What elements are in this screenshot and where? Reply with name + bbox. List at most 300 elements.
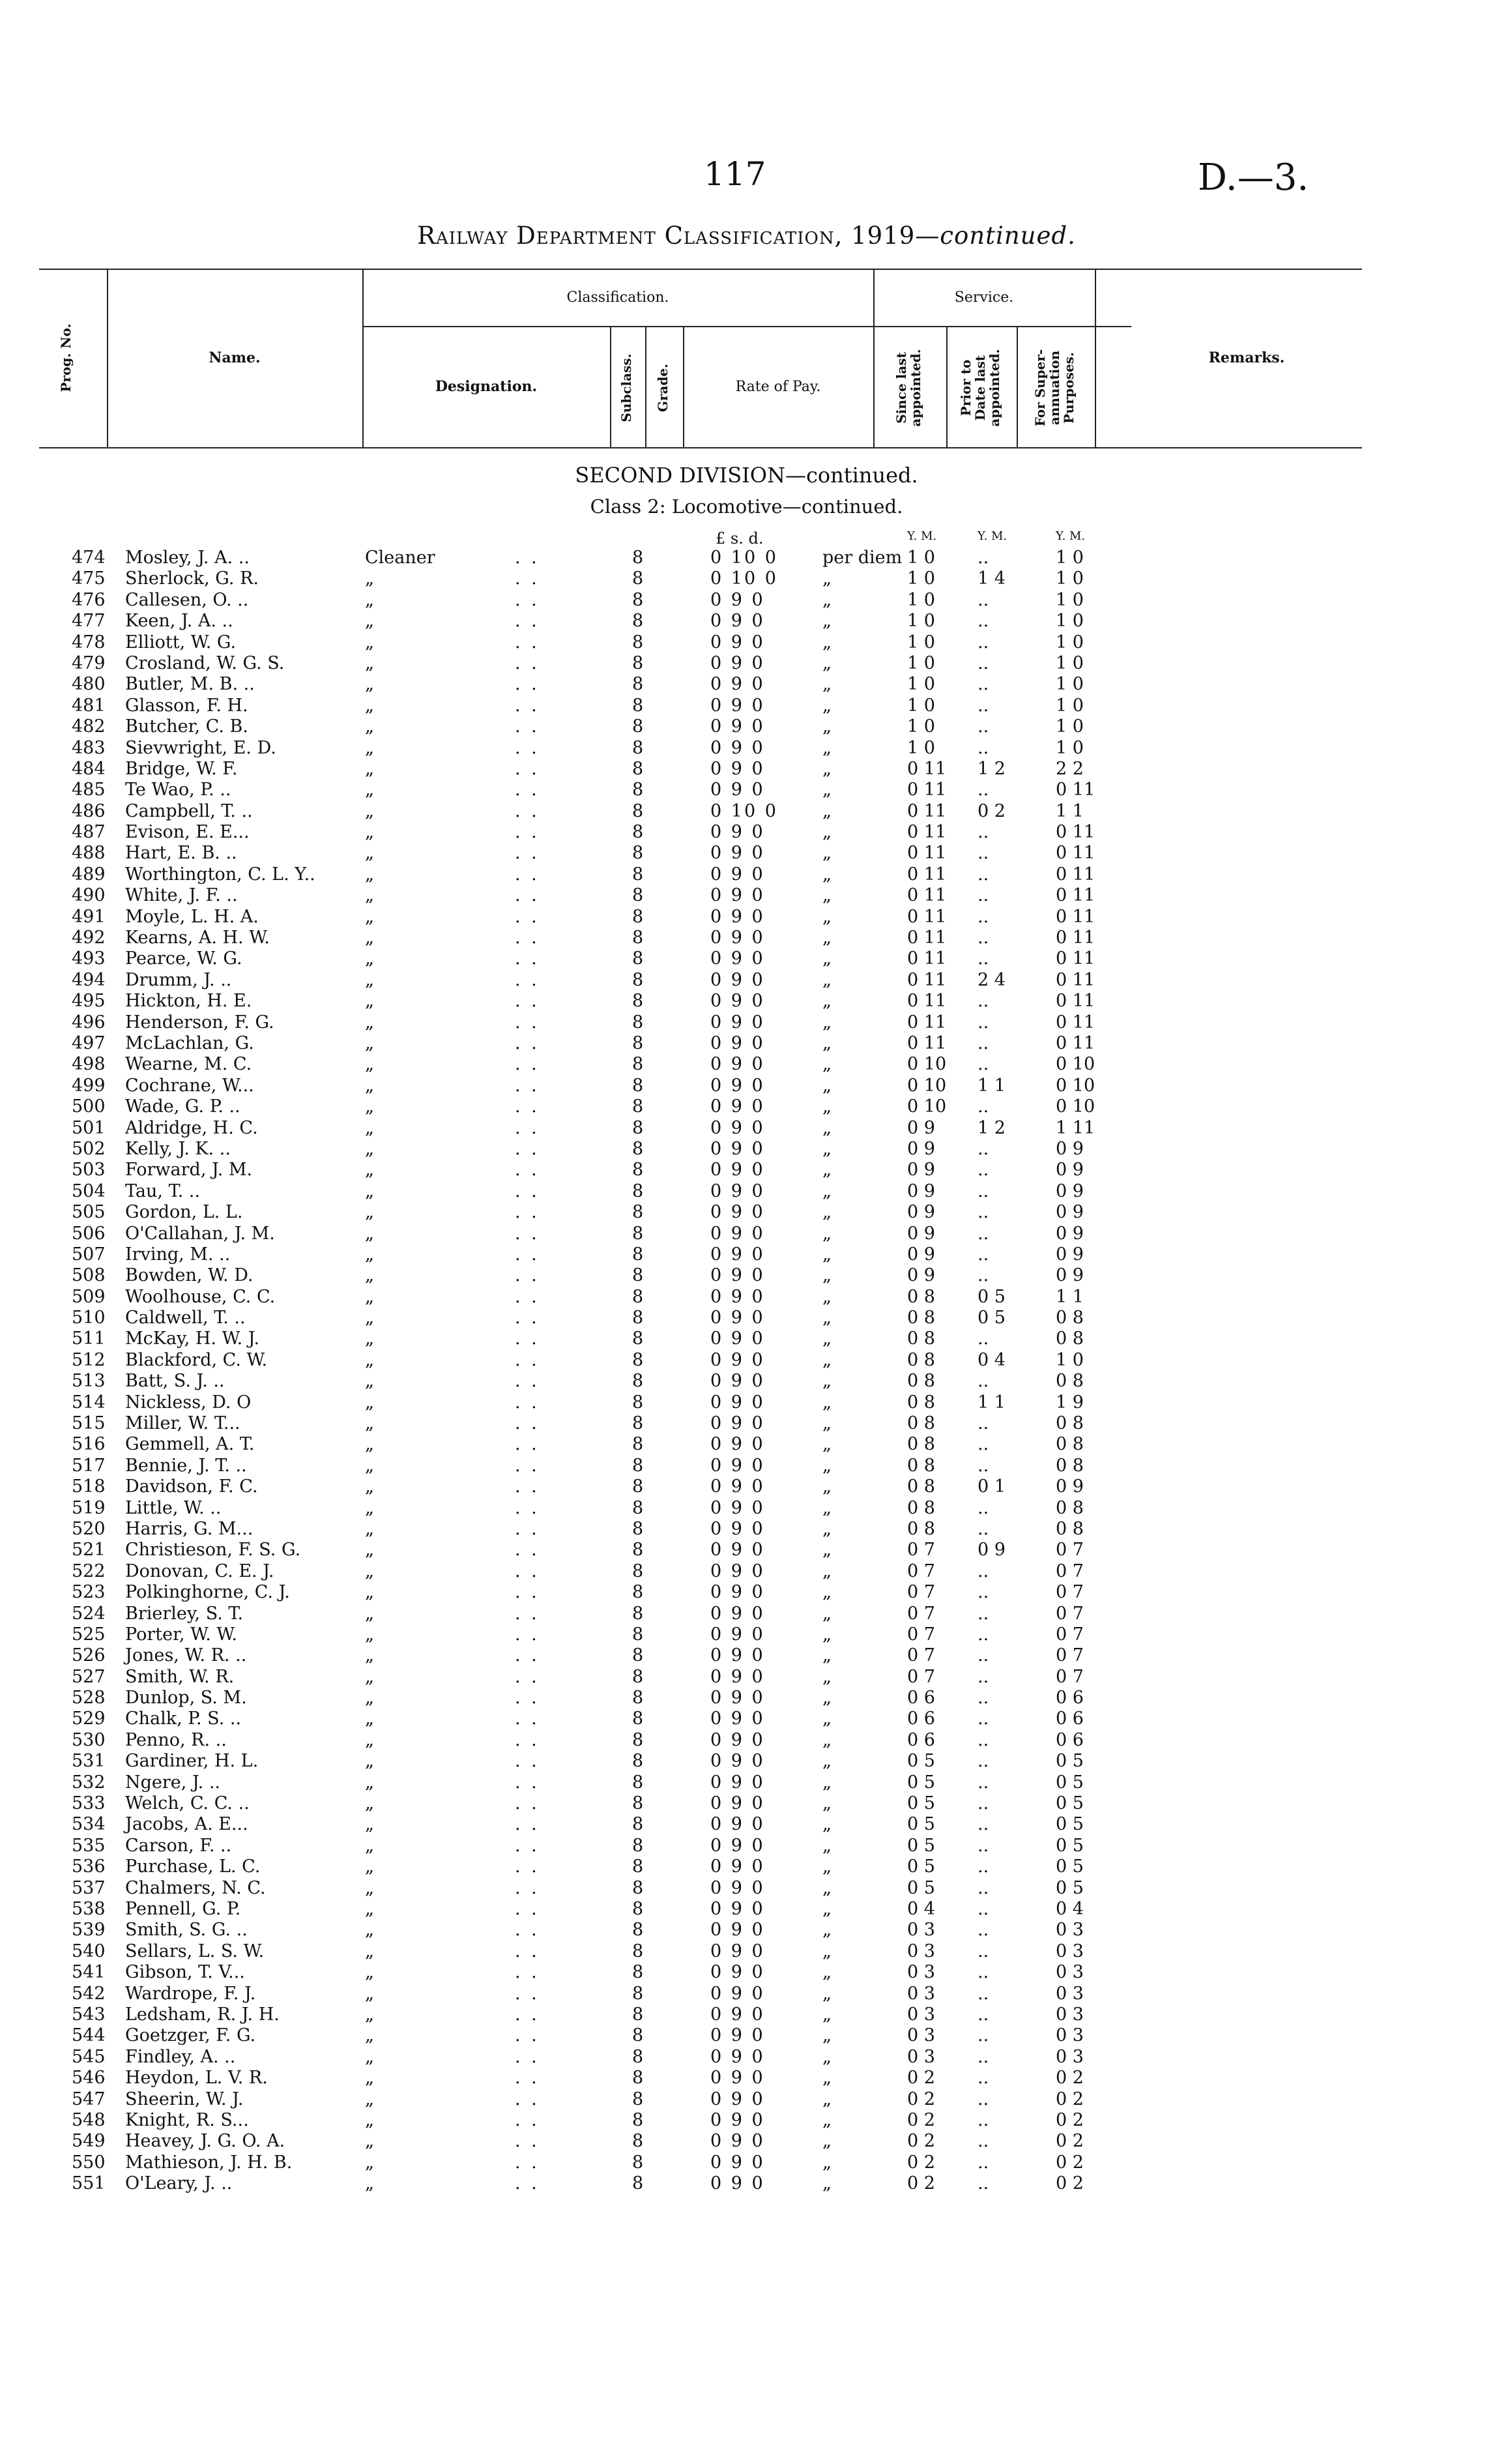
rate-cell: 0 9 0 <box>710 1920 765 1941</box>
prior-to-cell: 0 1 <box>978 1476 1006 1497</box>
rate-unit-cell: per diem <box>822 548 903 568</box>
leader-dots: . . <box>515 864 540 885</box>
header-prior-to: Prior to Date last appointed. <box>958 349 1002 427</box>
leader-dots: . . <box>515 969 540 990</box>
prior-to-cell: .. <box>978 2025 989 2046</box>
prior-to-cell: .. <box>978 1413 989 1434</box>
since-last-cell: 0 9 <box>907 1160 935 1181</box>
header-for-superannuation: For Super- annuation Purposes. <box>1032 349 1077 427</box>
subclass-cell: 8 <box>632 1265 644 1286</box>
prog-no-cell: 542 <box>72 1983 106 2004</box>
prog-no-cell: 549 <box>72 2131 106 2152</box>
leader-dots: . . <box>515 1962 540 1983</box>
rate-unit-cell: „ <box>822 1666 832 1687</box>
subclass-cell: 8 <box>632 1941 644 1961</box>
header-bottom-rule <box>39 447 1362 448</box>
designation-cell: „ <box>365 1223 374 1244</box>
rate-cell: 0 9 0 <box>710 1962 765 1983</box>
since-last-cell: 0 8 <box>907 1497 935 1518</box>
table-row <box>0 1012 1493 1033</box>
prog-no-cell: 490 <box>72 885 106 906</box>
since-last-cell: 0 9 <box>907 1138 935 1159</box>
superannuation-cell: 0 11 <box>1056 864 1095 885</box>
superannuation-cell: 0 9 <box>1056 1181 1084 1201</box>
superannuation-cell: 1 0 <box>1056 589 1084 610</box>
designation-cell: „ <box>365 1941 374 1961</box>
subclass-cell: 8 <box>632 2109 644 2130</box>
name-cell: Sherlock, G. R. <box>125 568 259 589</box>
rate-cell: 0 9 0 <box>710 695 765 716</box>
since-last-cell: 1 0 <box>907 716 935 737</box>
prog-no-cell: 534 <box>72 1814 106 1835</box>
rate-unit-cell: „ <box>822 1075 832 1096</box>
leader-dots: . . <box>515 1096 540 1117</box>
designation-cell: „ <box>365 589 374 610</box>
name-cell: O'Leary, J. .. <box>125 2173 233 2194</box>
rate-cell: 0 9 0 <box>710 2089 765 2109</box>
designation-cell: „ <box>365 1265 374 1286</box>
rate-unit-cell: „ <box>822 1096 832 1117</box>
prior-to-cell: .. <box>978 1160 989 1181</box>
prog-no-cell: 517 <box>72 1455 106 1476</box>
leader-dots: . . <box>515 1160 540 1181</box>
name-cell: Moyle, L. H. A. <box>125 906 259 927</box>
prog-no-cell: 494 <box>72 969 106 990</box>
rate-unit-cell: „ <box>822 800 832 821</box>
name-cell: Worthington, C. L. Y.. <box>125 864 315 885</box>
prog-no-cell: 495 <box>72 991 106 1012</box>
superannuation-cell: 0 3 <box>1056 2046 1084 2067</box>
superannuation-cell: 0 11 <box>1056 969 1095 990</box>
rate-cell: 0 9 0 <box>710 1096 765 1117</box>
name-cell: Wearne, M. C. <box>125 1054 252 1075</box>
prog-no-cell: 514 <box>72 1392 106 1413</box>
leader-dots: . . <box>515 906 540 927</box>
name-cell: Brierley, S. T. <box>125 1603 244 1624</box>
table-row <box>0 2004 1493 2025</box>
rate-cell: 0 9 0 <box>710 1709 765 1729</box>
prog-no-cell: 496 <box>72 1012 106 1033</box>
rate-unit-cell: „ <box>822 1117 832 1138</box>
table-row <box>0 1688 1493 1709</box>
designation-cell: „ <box>365 948 374 969</box>
prog-no-cell: 480 <box>72 674 106 695</box>
superannuation-cell: 0 8 <box>1056 1455 1084 1476</box>
superannuation-cell: 0 11 <box>1056 822 1095 843</box>
prog-no-cell: 479 <box>72 653 106 673</box>
table-row <box>0 1941 1493 1962</box>
prior-to-cell: .. <box>978 1709 989 1729</box>
name-cell: Smith, S. G. .. <box>125 1920 248 1941</box>
prog-no-cell: 529 <box>72 1709 106 1729</box>
document-reference: D.—3. <box>1198 156 1309 199</box>
prog-no-cell: 492 <box>72 928 106 948</box>
rate-unit-cell: „ <box>822 632 832 653</box>
prog-no-cell: 487 <box>72 822 106 843</box>
subclass-cell: 8 <box>632 1920 644 1941</box>
since-last-cell: 0 10 <box>907 1075 947 1096</box>
superannuation-cell: 1 0 <box>1056 611 1084 632</box>
since-last-cell: 0 2 <box>907 2173 935 2194</box>
subclass-cell: 8 <box>632 653 644 673</box>
title-year: 1919— <box>843 222 940 250</box>
rate-cell: 0 9 0 <box>710 1413 765 1434</box>
table-row <box>0 1645 1493 1666</box>
prior-to-cell: .. <box>978 1751 989 1772</box>
superannuation-cell: 0 5 <box>1056 1835 1084 1856</box>
rate-unit-cell: „ <box>822 1349 832 1370</box>
prior-to-cell: .. <box>978 1265 989 1286</box>
designation-cell: „ <box>365 758 374 779</box>
rate-unit-cell: „ <box>822 1772 832 1793</box>
leader-dots: . . <box>515 1877 540 1898</box>
subclass-cell: 8 <box>632 1645 644 1666</box>
rate-unit-cell: „ <box>822 1624 832 1645</box>
since-last-cell: 0 7 <box>907 1603 935 1624</box>
header-service: Service. <box>954 289 1014 306</box>
document-title <box>0 222 1493 250</box>
name-cell: Gemmell, A. T. <box>125 1434 255 1455</box>
superannuation-cell: 0 11 <box>1056 1033 1095 1053</box>
designation-cell: „ <box>365 2025 374 2046</box>
since-last-cell: 0 5 <box>907 1835 935 1856</box>
prior-to-cell: .. <box>978 948 989 969</box>
since-last-cell: 0 11 <box>907 822 947 843</box>
leader-dots: . . <box>515 758 540 779</box>
rate-unit-cell: „ <box>822 2131 832 2152</box>
rate-cell: 0 9 0 <box>710 1455 765 1476</box>
superannuation-cell: 0 8 <box>1056 1497 1084 1518</box>
prior-to-cell: .. <box>978 1793 989 1814</box>
prog-no-cell: 539 <box>72 1920 106 1941</box>
since-units: Y. M. <box>907 529 937 543</box>
name-cell: Jones, W. R. .. <box>125 1645 247 1666</box>
name-cell: Irving, M. .. <box>125 1244 231 1265</box>
rate-unit-cell: „ <box>822 2004 832 2025</box>
rate-cell: 0 9 0 <box>710 1117 765 1138</box>
designation-cell: „ <box>365 1371 374 1392</box>
prior-to-cell: .. <box>978 737 989 758</box>
designation-cell: „ <box>365 780 374 800</box>
name-cell: Goetzger, F. G. <box>125 2025 256 2046</box>
divider <box>1017 326 1018 447</box>
prior-to-cell: .. <box>978 2109 989 2130</box>
rate-cell: 0 9 0 <box>710 1202 765 1223</box>
prior-to-cell: .. <box>978 1561 989 1581</box>
superannuation-cell: 1 0 <box>1056 695 1084 716</box>
subclass-cell: 8 <box>632 1138 644 1159</box>
rate-cell: 0 9 0 <box>710 1729 765 1750</box>
superannuation-cell: 0 7 <box>1056 1561 1084 1581</box>
table-row <box>0 1498 1493 1519</box>
leader-dots: . . <box>515 1286 540 1307</box>
name-cell: Hickton, H. E. <box>125 991 252 1012</box>
rate-cell: 0 9 0 <box>710 737 765 758</box>
rate-unit-cell: „ <box>822 1392 832 1413</box>
prior-to-cell: .. <box>978 1202 989 1223</box>
rate-cell: 0 9 0 <box>710 2109 765 2130</box>
prior-to-cell: .. <box>978 716 989 737</box>
table-row <box>0 1751 1493 1772</box>
rate-unit-cell: „ <box>822 1434 832 1455</box>
rate-unit-cell: „ <box>822 589 832 610</box>
superannuation-cell: 0 6 <box>1056 1709 1084 1729</box>
rate-unit-cell: „ <box>822 1645 832 1666</box>
rate-unit-cell: „ <box>822 843 832 864</box>
name-cell: Jacobs, A. E... <box>125 1814 248 1835</box>
leader-dots: . . <box>515 2109 540 2130</box>
superannuation-cell: 0 7 <box>1056 1666 1084 1687</box>
designation-cell: „ <box>365 632 374 653</box>
designation-cell: „ <box>365 843 374 864</box>
since-last-cell: 0 8 <box>907 1328 935 1349</box>
name-cell: Porter, W. W. <box>125 1624 237 1645</box>
name-cell: Heavey, J. G. O. A. <box>125 2131 285 2152</box>
rate-cell: 0 9 0 <box>710 2004 765 2025</box>
prog-no-cell: 520 <box>72 1518 106 1539</box>
since-last-cell: 0 7 <box>907 1561 935 1581</box>
rate-cell: 0 9 0 <box>710 1434 765 1455</box>
prior-to-cell: .. <box>978 1941 989 1961</box>
subclass-cell: 8 <box>632 843 644 864</box>
rate-cell: 0 9 0 <box>710 1814 765 1835</box>
prior-to-cell: .. <box>978 1033 989 1053</box>
prior-to-cell: .. <box>978 1729 989 1750</box>
designation-cell: „ <box>365 737 374 758</box>
rate-cell: 0 9 0 <box>710 716 765 737</box>
subclass-cell: 8 <box>632 822 644 843</box>
superannuation-cell: 0 10 <box>1056 1054 1095 1075</box>
table-row <box>0 2131 1493 2152</box>
superannuation-cell: 0 11 <box>1056 906 1095 927</box>
name-cell: Wade, G. P. .. <box>125 1096 240 1117</box>
designation-cell: „ <box>365 611 374 632</box>
subclass-cell: 8 <box>632 1561 644 1581</box>
prior-to-cell: .. <box>978 1899 989 1919</box>
prior-to-cell: .. <box>978 1666 989 1687</box>
name-cell: Purchase, L. C. <box>125 1856 261 1877</box>
name-cell: Bennie, J. T. .. <box>125 1455 247 1476</box>
prog-no-cell: 507 <box>72 1244 106 1265</box>
super-units: Y. M. <box>1056 529 1086 543</box>
leader-dots: . . <box>515 1244 540 1265</box>
designation-cell: „ <box>365 1729 374 1750</box>
superannuation-cell: 1 1 <box>1056 1286 1084 1307</box>
leader-dots: . . <box>515 1941 540 1961</box>
subclass-cell: 8 <box>632 1709 644 1729</box>
since-last-cell: 1 0 <box>907 568 935 589</box>
table-row <box>0 568 1493 589</box>
since-last-cell: 0 5 <box>907 1751 935 1772</box>
name-cell: Gordon, L. L. <box>125 1202 243 1223</box>
superannuation-cell: 0 9 <box>1056 1202 1084 1223</box>
rate-cell: 0 9 0 <box>710 611 765 632</box>
leader-dots: . . <box>515 1645 540 1666</box>
prog-no-cell: 548 <box>72 2109 106 2130</box>
subclass-cell: 8 <box>632 1899 644 1919</box>
prior-to-cell: 0 2 <box>978 800 1006 821</box>
rate-cell: 0 9 0 <box>710 1540 765 1561</box>
prog-no-cell: 519 <box>72 1497 106 1518</box>
designation-cell: „ <box>365 1455 374 1476</box>
prog-no-cell: 500 <box>72 1096 106 1117</box>
subclass-cell: 8 <box>632 1434 644 1455</box>
designation-cell: „ <box>365 2046 374 2067</box>
subclass-cell: 8 <box>632 948 644 969</box>
leader-dots: . . <box>515 1793 540 1814</box>
subclass-cell: 8 <box>632 1518 644 1539</box>
name-cell: Caldwell, T. .. <box>125 1308 246 1328</box>
superannuation-cell: 1 9 <box>1056 1392 1084 1413</box>
name-cell: Glasson, F. H. <box>125 695 248 716</box>
name-cell: Bridge, W. F. <box>125 758 238 779</box>
designation-cell: „ <box>365 1688 374 1709</box>
since-last-cell: 0 11 <box>907 969 947 990</box>
subclass-cell: 8 <box>632 1181 644 1201</box>
rate-unit-cell: „ <box>822 1941 832 1961</box>
subclass-cell: 8 <box>632 1582 644 1603</box>
rate-unit-cell: „ <box>822 906 832 927</box>
designation-cell: „ <box>365 2131 374 2152</box>
prior-to-cell: .. <box>978 1181 989 1201</box>
designation-cell: „ <box>365 2173 374 2194</box>
superannuation-cell: 0 7 <box>1056 1582 1084 1603</box>
rate-cell: 0 9 0 <box>710 1054 765 1075</box>
rate-unit-cell: „ <box>822 1856 832 1877</box>
header-since-last: Since last appointed. <box>893 349 923 427</box>
table-row <box>0 991 1493 1012</box>
name-cell: Pennell, G. P. <box>125 1899 241 1919</box>
superannuation-cell: 0 3 <box>1056 2025 1084 2046</box>
subclass-cell: 8 <box>632 864 644 885</box>
rate-cell: 0 9 0 <box>710 632 765 653</box>
prior-to-cell: .. <box>978 1518 989 1539</box>
leader-dots: . . <box>515 1624 540 1645</box>
rate-cell: 0 9 0 <box>710 843 765 864</box>
prog-no-cell: 530 <box>72 1729 106 1750</box>
divider <box>645 326 646 447</box>
leader-dots: . . <box>515 1054 540 1075</box>
subclass-cell: 8 <box>632 1751 644 1772</box>
subclass-cell: 8 <box>632 1624 644 1645</box>
subclass-cell: 8 <box>632 568 644 589</box>
table-row <box>0 780 1493 800</box>
designation-cell: Cleaner <box>365 548 435 568</box>
rate-cell: 0 9 0 <box>710 1392 765 1413</box>
prog-no-cell: 475 <box>72 568 106 589</box>
since-last-cell: 0 3 <box>907 1941 935 1961</box>
rate-cell: 0 9 0 <box>710 928 765 948</box>
subclass-cell: 8 <box>632 2004 644 2025</box>
name-cell: Knight, R. S... <box>125 2109 249 2130</box>
designation-cell: „ <box>365 800 374 821</box>
rate-unit-cell: „ <box>822 1561 832 1581</box>
superannuation-cell: 0 2 <box>1056 2109 1084 2130</box>
prior-to-cell: .. <box>978 1603 989 1624</box>
rate-unit-cell: „ <box>822 1709 832 1729</box>
rate-unit-cell: „ <box>822 653 832 673</box>
leader-dots: . . <box>515 2131 540 2152</box>
rate-cell: 0 9 0 <box>710 1751 765 1772</box>
name-cell: Forward, J. M. <box>125 1160 253 1181</box>
rate-cell: 0 9 0 <box>710 1328 765 1349</box>
prog-no-cell: 476 <box>72 589 106 610</box>
superannuation-cell: 0 8 <box>1056 1328 1084 1349</box>
subclass-cell: 8 <box>632 2089 644 2109</box>
prior-to-cell: .. <box>978 2068 989 2089</box>
name-cell: Penno, R. .. <box>125 1729 227 1750</box>
since-last-cell: 0 2 <box>907 2068 935 2089</box>
leader-dots: . . <box>515 780 540 800</box>
rate-cell: 0 9 0 <box>710 1308 765 1328</box>
title-suffix: continued. <box>940 222 1076 250</box>
name-cell: Sellars, L. S. W. <box>125 1941 265 1961</box>
rate-cell: 0 9 0 <box>710 969 765 990</box>
subclass-cell: 8 <box>632 589 644 610</box>
since-last-cell: 0 11 <box>907 906 947 927</box>
prior-to-cell: .. <box>978 1624 989 1645</box>
header-remarks: Remarks. <box>1208 349 1285 366</box>
table-row <box>0 1793 1493 1814</box>
table-row <box>0 548 1493 568</box>
leader-dots: . . <box>515 1328 540 1349</box>
designation-cell: „ <box>365 928 374 948</box>
leader-dots: . . <box>515 1603 540 1624</box>
prior-to-cell: .. <box>978 1582 989 1603</box>
classification-table-body <box>0 548 1493 2194</box>
prog-no-cell: 522 <box>72 1561 106 1581</box>
unit-labels <box>0 529 1493 549</box>
prog-no-cell: 474 <box>72 548 106 568</box>
superannuation-cell: 1 0 <box>1056 1349 1084 1370</box>
leader-dots: . . <box>515 2068 540 2089</box>
name-cell: Mathieson, J. H. B. <box>125 2152 293 2173</box>
superannuation-cell: 0 11 <box>1056 780 1095 800</box>
prog-no-cell: 506 <box>72 1223 106 1244</box>
prior-to-cell: 1 1 <box>978 1075 1006 1096</box>
name-cell: Butler, M. B. .. <box>125 674 255 695</box>
prog-no-cell: 532 <box>72 1772 106 1793</box>
rate-cell: 0 9 0 <box>710 2046 765 2067</box>
table-row <box>0 2025 1493 2046</box>
superannuation-cell: 1 11 <box>1056 1117 1095 1138</box>
leader-dots: . . <box>515 1856 540 1877</box>
subclass-cell: 8 <box>632 1772 644 1793</box>
name-cell: Gardiner, H. L. <box>125 1751 259 1772</box>
prog-no-cell: 518 <box>72 1476 106 1497</box>
superannuation-cell: 0 9 <box>1056 1223 1084 1244</box>
prog-no-cell: 545 <box>72 2046 106 2067</box>
rate-unit-cell: „ <box>822 822 832 843</box>
rate-cell: 0 9 0 <box>710 885 765 906</box>
rate-unit-cell: „ <box>822 2173 832 2194</box>
prog-no-cell: 527 <box>72 1666 106 1687</box>
name-cell: Crosland, W. G. S. <box>125 653 285 673</box>
rate-unit-cell: „ <box>822 716 832 737</box>
name-cell: Smith, W. R. <box>125 1666 235 1687</box>
rate-cell: 0 9 0 <box>710 1856 765 1877</box>
leader-dots: . . <box>515 1920 540 1941</box>
rate-cell: 0 9 0 <box>710 1666 765 1687</box>
prior-to-cell: .. <box>978 1138 989 1159</box>
table-row <box>0 1350 1493 1371</box>
since-last-cell: 0 7 <box>907 1582 935 1603</box>
prior-to-cell: .. <box>978 822 989 843</box>
since-last-cell: 0 3 <box>907 2025 935 2046</box>
leader-dots: . . <box>515 548 540 568</box>
designation-cell: „ <box>365 1899 374 1919</box>
prior-to-cell: 1 2 <box>978 1117 1006 1138</box>
